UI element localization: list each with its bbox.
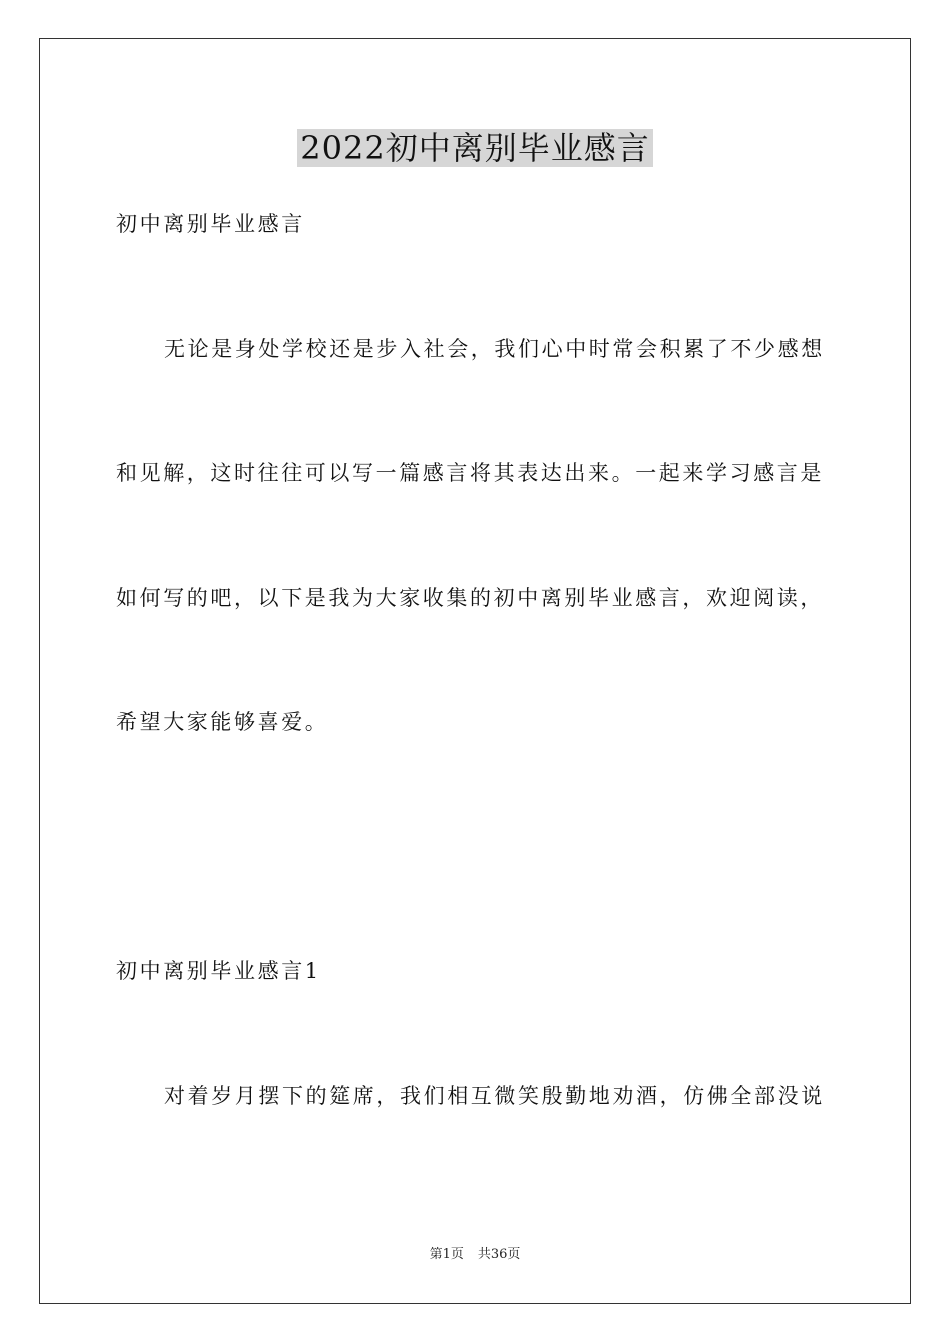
paragraph-line: 对着岁月摆下的筵席，我们相互微笑殷勤地劝酒，仿佛全部没说 — [164, 1084, 825, 1108]
document-title — [0, 128, 950, 168]
paragraph-line: 希望大家能够喜爱。 — [116, 710, 329, 734]
section-heading: 初中离别毕业感言1 — [116, 959, 321, 983]
document-title-text: 2022初中离别毕业感言 — [297, 129, 652, 167]
paragraph-line: 和见解，这时往往可以写一篇感言将其表达出来。一起来学习感言是 — [116, 461, 824, 485]
paragraph-line: 如何写的吧，以下是我为大家收集的初中离别毕业感言，欢迎阅读， — [116, 586, 824, 610]
document-subtitle: 初中离别毕业感言 — [116, 212, 305, 236]
page-total: 共36页 — [477, 1247, 521, 1262]
paragraph-line: 无论是身处学校还是步入社会，我们心中时常会积累了不少感想 — [164, 337, 825, 361]
page-footer — [0, 1246, 950, 1264]
page-number: 第1页 — [429, 1247, 464, 1262]
